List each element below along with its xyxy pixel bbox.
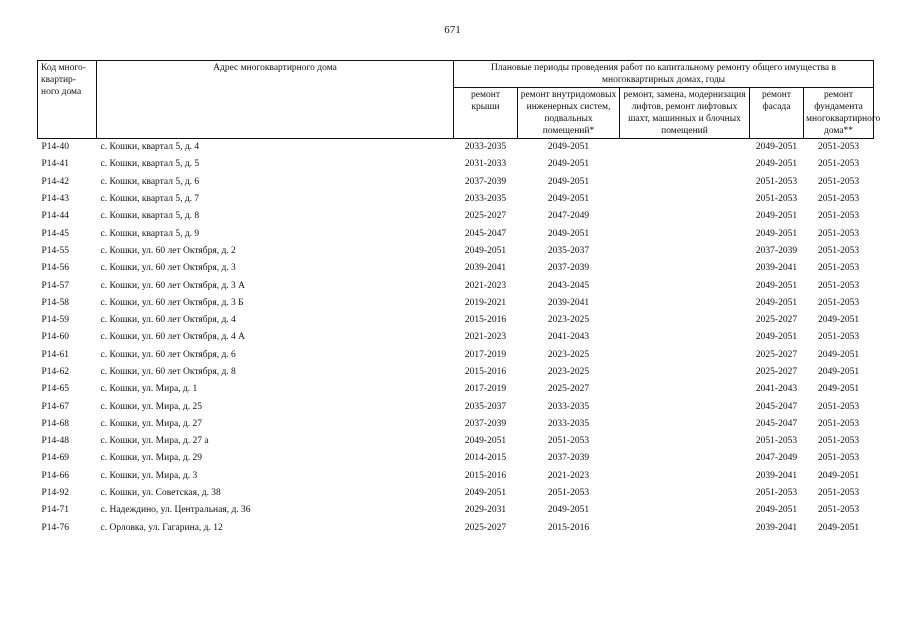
cell-systems: 2033-2035: [547, 401, 590, 412]
cell-roof: 2037-2039: [464, 418, 507, 429]
cell-code: Р14-69: [41, 453, 69, 464]
cell-foundation: 2051-2053: [817, 297, 860, 308]
cell-roof: 2021-2023: [464, 332, 507, 343]
cell-code: Р14-57: [41, 280, 69, 291]
table-row: [38, 243, 874, 260]
cell-facade: 2047-2049: [755, 453, 798, 464]
cell-code: Р14-92: [41, 488, 69, 499]
header-address: Адрес многоквартирного дома: [97, 61, 454, 139]
cell-roof: 2015-2016: [464, 315, 507, 326]
cell-systems: 2051-2053: [547, 488, 590, 499]
cell-systems: 2021-2023: [547, 470, 590, 481]
cell-code: Р14-60: [41, 332, 69, 343]
cell-address: с. Надеждино, ул. Центральная, д. 36: [100, 505, 251, 516]
cell-lifts: [620, 433, 750, 450]
cell-code: Р14-43: [41, 194, 69, 205]
capital-repair-table: [37, 60, 881, 537]
cell-facade: 2049-2051: [755, 228, 798, 239]
cell-code: Р14-56: [41, 263, 69, 274]
cell-address: с. Кошки, ул. 60 лет Октября, д. 3 Б: [100, 297, 244, 308]
cell-facade: 2049-2051: [755, 332, 798, 343]
table-row: [38, 468, 874, 485]
cell-foundation: 2049-2051: [817, 384, 860, 395]
cell-facade: 2051-2053: [755, 194, 798, 205]
cell-foundation: 2049-2051: [817, 349, 860, 360]
cell-foundation: 2051-2053: [817, 436, 860, 447]
cell-address: с. Кошки, ул. 60 лет Октября, д. 8: [100, 367, 236, 377]
cell-foundation: 2051-2053: [817, 194, 860, 205]
cell-roof: 2049-2051: [464, 436, 507, 447]
cell-code: Р14-41: [41, 159, 69, 170]
cell-systems: 2049-2051: [547, 142, 590, 153]
cell-foundation: 2049-2051: [817, 522, 860, 533]
cell-lifts: [620, 243, 750, 260]
cell-roof: 2025-2027: [464, 211, 507, 222]
cell-address: с. Кошки, ул. Мира, д. 27: [100, 418, 202, 429]
cell-lifts: [620, 139, 750, 157]
header-facade: ремонт фасада: [750, 88, 804, 139]
header-foundation: ремонт фундамента многоквартирного дома**: [804, 88, 874, 139]
cell-systems: 2049-2051: [547, 176, 590, 187]
cell-address: с. Кошки, квартал 5, д. 6: [100, 176, 200, 187]
cell-lifts: [620, 347, 750, 364]
cell-foundation: 2051-2053: [817, 142, 860, 153]
cell-systems: 2037-2039: [547, 453, 590, 464]
cell-systems: 2047-2049: [547, 211, 590, 222]
cell-lifts: [620, 450, 750, 467]
cell-code: Р14-58: [41, 297, 69, 308]
cell-facade: 2049-2051: [755, 142, 798, 153]
cell-address: с. Кошки, квартал 5, д. 4: [100, 142, 200, 153]
cell-code: Р14-44: [41, 211, 69, 222]
header-roof: ремонт крыши: [454, 88, 518, 139]
cell-lifts: [620, 329, 750, 346]
cell-roof: 2019-2021: [464, 297, 507, 308]
cell-roof: 2039-2041: [464, 263, 507, 274]
cell-lifts: [620, 398, 750, 415]
table-row: [38, 347, 874, 364]
cell-systems: 2051-2053: [547, 436, 590, 447]
header-lifts: ремонт, замена, модернизация лифтов, ремонт лифтовых шахт, машинных и блочных помещений: [620, 88, 750, 139]
table-row: [38, 277, 874, 294]
cell-code: Р14-42: [41, 176, 69, 187]
cell-lifts: [620, 225, 750, 242]
cell-code: Р14-66: [41, 470, 69, 481]
cell-lifts: [620, 156, 750, 173]
table-row: [38, 502, 874, 519]
cell-facade: 2051-2053: [755, 176, 798, 187]
cell-lifts: [620, 260, 750, 277]
cell-facade: 2049-2051: [755, 211, 798, 222]
cell-foundation: 2049-2051: [817, 367, 860, 377]
cell-systems: 2033-2035: [547, 418, 590, 429]
cell-address: с. Кошки, ул. 60 лет Октября, д. 4: [100, 315, 236, 326]
cell-roof: 2017-2019: [464, 349, 507, 360]
cell-systems: 2049-2051: [547, 228, 590, 239]
cell-facade: 2051-2053: [755, 488, 798, 499]
header-code: Код много-квартир-ного дома: [38, 61, 97, 139]
cell-roof: 2049-2051: [464, 488, 507, 499]
cell-facade: 2045-2047: [755, 418, 798, 429]
table-body: [38, 139, 874, 537]
cell-foundation: 2051-2053: [817, 488, 860, 499]
cell-lifts: [620, 295, 750, 312]
table-row: [38, 312, 874, 329]
cell-code: Р14-68: [41, 418, 69, 429]
cell-facade: 2025-2027: [755, 367, 798, 377]
cell-lifts: [620, 468, 750, 485]
cell-foundation: 2051-2053: [817, 505, 860, 516]
cell-code: Р14-76: [41, 522, 69, 533]
cell-facade: 2039-2041: [755, 263, 798, 274]
table-row: [38, 364, 874, 381]
cell-roof: 2037-2039: [464, 176, 507, 187]
table-header: [38, 61, 881, 139]
cell-address: с. Кошки, ул. Мира, д. 25: [100, 401, 202, 412]
table-row: [38, 139, 874, 157]
cell-roof: 2033-2035: [464, 142, 507, 153]
cell-lifts: [620, 502, 750, 519]
header-periods: Плановые периоды проведения работ по капитальному ремонту общего имущества в многоквартирных домах, годы: [454, 61, 874, 88]
cell-facade: 2037-2039: [755, 245, 798, 256]
cell-lifts: [620, 520, 750, 537]
table-row: [38, 485, 874, 502]
cell-address: с. Кошки, квартал 5, д. 8: [100, 211, 200, 222]
cell-systems: 2035-2037: [547, 245, 590, 256]
cell-address: с. Кошки, квартал 5, д. 5: [100, 159, 200, 170]
cell-code: Р14-59: [41, 315, 69, 326]
cell-roof: 2029-2031: [464, 505, 507, 516]
table-row: [38, 381, 874, 398]
cell-systems: 2015-2016: [547, 522, 590, 533]
cell-foundation: 2051-2053: [817, 332, 860, 343]
header-systems: ремонт внутридомовых инженерных систем, подвальных помещений*: [518, 88, 620, 139]
cell-address: с. Кошки, ул. 60 лет Октября, д. 6: [100, 349, 236, 360]
cell-code: Р14-62: [41, 367, 69, 377]
cell-roof: 2015-2016: [464, 367, 507, 377]
table-row: [38, 329, 874, 346]
cell-facade: 2049-2051: [755, 505, 798, 516]
cell-facade: 2049-2051: [755, 159, 798, 170]
cell-address: с. Кошки, квартал 5, д. 7: [100, 194, 200, 205]
cell-systems: 2041-2043: [547, 332, 590, 343]
cell-foundation: 2051-2053: [817, 418, 860, 429]
cell-facade: 2025-2027: [755, 315, 798, 326]
cell-roof: 2031-2033: [464, 159, 507, 170]
table-row: [38, 260, 874, 277]
cell-address: с. Кошки, ул. Мира, д. 27 а: [100, 436, 209, 447]
cell-lifts: [620, 208, 750, 225]
cell-foundation: 2051-2053: [817, 228, 860, 239]
cell-code: Р14-55: [41, 245, 69, 256]
cell-roof: 2017-2019: [464, 384, 507, 395]
cell-facade: 2039-2041: [755, 522, 798, 533]
cell-foundation: 2051-2053: [817, 159, 860, 170]
cell-lifts: [620, 416, 750, 433]
cell-code: Р14-71: [41, 505, 69, 516]
cell-code: Р14-65: [41, 384, 69, 395]
cell-code: Р14-48: [41, 436, 69, 447]
cell-foundation: 2051-2053: [817, 280, 860, 291]
cell-lifts: [620, 312, 750, 329]
cell-foundation: 2049-2051: [817, 315, 860, 326]
page-number: 671: [444, 24, 461, 36]
cell-roof: 2015-2016: [464, 470, 507, 481]
cell-roof: 2035-2037: [464, 401, 507, 412]
cell-roof: 2033-2035: [464, 194, 507, 205]
cell-code: Р14-61: [41, 349, 69, 360]
cell-lifts: [620, 381, 750, 398]
cell-roof: 2021-2023: [464, 280, 507, 291]
table-row: [38, 191, 874, 208]
cell-systems: 2049-2051: [547, 505, 590, 516]
cell-facade: 2049-2051: [755, 280, 798, 291]
table-row: [38, 520, 874, 537]
cell-roof: 2045-2047: [464, 228, 507, 239]
cell-facade: 2049-2051: [755, 297, 798, 308]
cell-systems: 2039-2041: [547, 297, 590, 308]
cell-systems: 2023-2025: [547, 367, 590, 377]
cell-lifts: [620, 364, 750, 381]
cell-systems: 2025-2027: [547, 384, 590, 395]
cell-address: с. Орловка, ул. Гагарина, д. 12: [100, 522, 223, 533]
cell-foundation: 2051-2053: [817, 211, 860, 222]
cell-lifts: [620, 174, 750, 191]
cell-systems: 2049-2051: [547, 194, 590, 205]
cell-facade: 2051-2053: [755, 436, 798, 447]
table-row: [38, 295, 874, 312]
cell-code: Р14-45: [41, 228, 69, 239]
cell-address: с. Кошки, ул. 60 лет Октября, д. 4 А: [100, 332, 246, 343]
cell-systems: 2023-2025: [547, 349, 590, 360]
cell-address: с. Кошки, ул. Мира, д. 1: [100, 384, 198, 395]
cell-roof: 2049-2051: [464, 245, 507, 256]
cell-lifts: [620, 485, 750, 502]
table-row: [38, 398, 874, 415]
table-row: [38, 416, 874, 433]
cell-facade: 2039-2041: [755, 470, 798, 481]
cell-code: Р14-67: [41, 401, 69, 412]
cell-roof: 2014-2015: [464, 453, 507, 464]
table-row: [38, 433, 874, 450]
cell-foundation: 2049-2051: [817, 470, 860, 481]
cell-foundation: 2051-2053: [817, 401, 860, 412]
cell-foundation: 2051-2053: [817, 453, 860, 464]
cell-lifts: [620, 191, 750, 208]
cell-systems: 2049-2051: [547, 159, 590, 170]
table-row: [38, 208, 874, 225]
cell-address: с. Кошки, ул. 60 лет Октября, д. 3: [100, 263, 236, 274]
cell-facade: 2025-2027: [755, 349, 798, 360]
cell-foundation: 2051-2053: [817, 245, 860, 256]
cell-foundation: 2051-2053: [817, 176, 860, 187]
cell-address: с. Кошки, ул. Мира, д. 3: [100, 470, 198, 481]
cell-systems: 2037-2039: [547, 263, 590, 274]
cell-systems: 2023-2025: [547, 315, 590, 326]
cell-systems: 2043-2045: [547, 280, 590, 291]
table-row: [38, 450, 874, 467]
cell-address: с. Кошки, ул. 60 лет Октября, д. 3 А: [100, 280, 246, 291]
table-row: [38, 156, 874, 173]
cell-address: с. Кошки, ул. Советская, д. 38: [100, 488, 221, 499]
cell-lifts: [620, 277, 750, 294]
cell-address: с. Кошки, ул. 60 лет Октября, д. 2: [100, 245, 236, 256]
cell-address: с. Кошки, ул. Мира, д. 29: [100, 453, 202, 464]
table-row: [38, 174, 874, 191]
cell-address: с. Кошки, квартал 5, д. 9: [100, 228, 200, 239]
cell-roof: 2025-2027: [464, 522, 507, 533]
cell-code: Р14-40: [41, 142, 69, 153]
table-row: [38, 225, 874, 242]
cell-foundation: 2051-2053: [817, 263, 860, 274]
cell-facade: 2045-2047: [755, 401, 798, 412]
cell-facade: 2041-2043: [755, 384, 798, 395]
